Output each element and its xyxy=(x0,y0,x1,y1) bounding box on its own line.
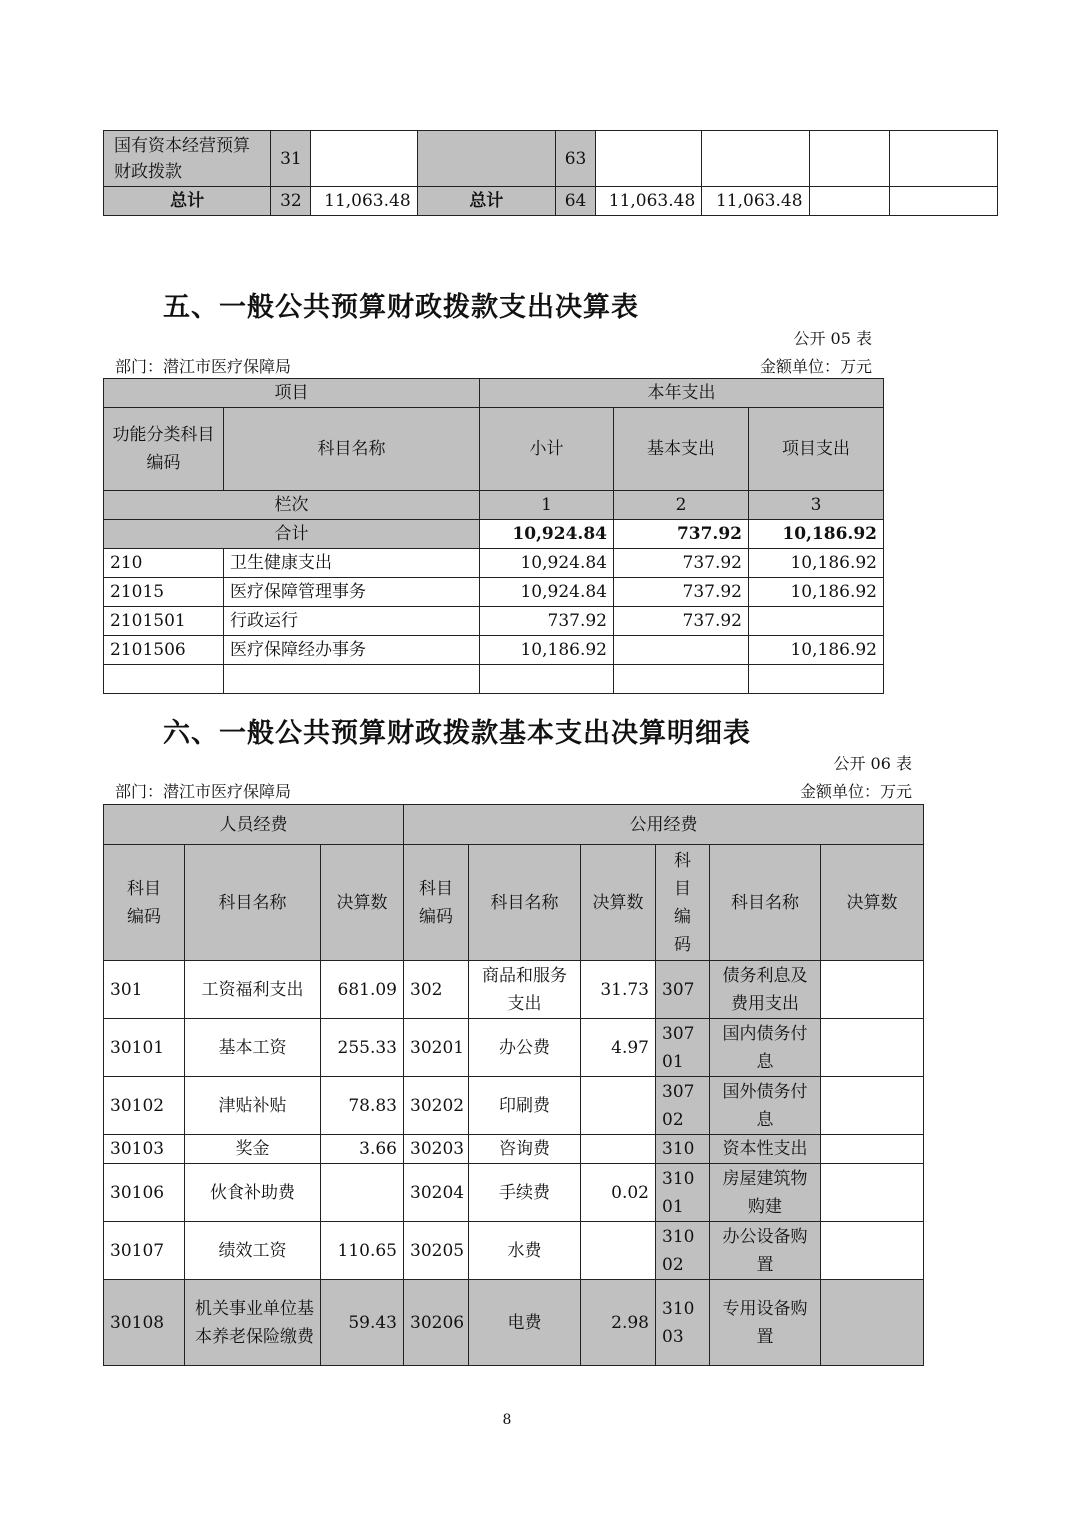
t5-h-year: 本年支出 xyxy=(480,379,884,408)
t6-h-amount2: 决算数 xyxy=(581,845,656,961)
t5-proj-cell: 10,186.92 xyxy=(749,549,884,578)
t5-code-cell: 21015 xyxy=(104,578,224,607)
t6-a3 xyxy=(821,1019,924,1077)
t5-total-sub: 10,924.84 xyxy=(480,520,614,549)
t6-h-personnel: 人员经费 xyxy=(104,805,404,845)
t6-a3 xyxy=(821,1222,924,1280)
t6-title: 六、一般公共预算财政拨款基本支出决算明细表 xyxy=(163,718,751,749)
t6-a1: 255.33 xyxy=(321,1019,404,1077)
t4-total-v4 xyxy=(889,187,997,216)
t6-h-code2: 科目编码 xyxy=(404,845,469,961)
t6-c1: 30102 xyxy=(104,1077,185,1135)
t6-n2: 办公费 xyxy=(469,1019,581,1077)
t4-total-v1: 11,063.48 xyxy=(596,187,702,216)
t6-n2: 商品和服务支出 xyxy=(469,961,581,1019)
t4-total-v2: 11,063.48 xyxy=(702,187,809,216)
t6-a2 xyxy=(581,1077,656,1135)
t6-n1: 工资福利支出 xyxy=(185,961,321,1019)
t6-n1: 津贴补贴 xyxy=(185,1077,321,1135)
t6-n1: 基本工资 xyxy=(185,1019,321,1077)
t6-n2: 咨询费 xyxy=(469,1135,581,1164)
page-number: 8 xyxy=(502,1412,512,1428)
t5-h-col: 栏次 xyxy=(104,491,480,520)
t5-h-project: 项目 xyxy=(104,379,480,408)
t6-c1: 30108 xyxy=(104,1280,185,1366)
t6-n1: 绩效工资 xyxy=(185,1222,321,1280)
t4-row1-right-no: 63 xyxy=(555,131,595,187)
table-row xyxy=(104,636,884,665)
t5-code-cell: 210 xyxy=(104,549,224,578)
t5-h-basic: 基本支出 xyxy=(614,408,749,491)
t6-a1: 3.66 xyxy=(321,1135,404,1164)
t6-c2: 30201 xyxy=(404,1019,469,1077)
t5-name-cell: 医疗保障管理事务 xyxy=(224,578,480,607)
t6-n3: 办公设备购置 xyxy=(710,1222,821,1280)
t6-a2: 2.98 xyxy=(581,1280,656,1366)
t6-h-name3: 科目名称 xyxy=(710,845,821,961)
t5-proj-cell xyxy=(749,607,884,636)
t6-n2: 电费 xyxy=(469,1280,581,1366)
t6-n2: 水费 xyxy=(469,1222,581,1280)
t4-row1-no: 31 xyxy=(271,131,311,187)
t6-c2: 30202 xyxy=(404,1077,469,1135)
table-row xyxy=(104,1019,924,1077)
table-row xyxy=(104,549,884,578)
t6-c1: 30107 xyxy=(104,1222,185,1280)
table-5 xyxy=(103,378,884,694)
t6-unit: 金额单位：万元 xyxy=(799,782,912,801)
t5-total-proj: 10,186.92 xyxy=(749,520,884,549)
t6-a3 xyxy=(821,1164,924,1222)
t5-name-cell: 卫生健康支出 xyxy=(224,549,480,578)
t6-a2 xyxy=(581,1135,656,1164)
t5-h-proj: 项目支出 xyxy=(749,408,884,491)
t6-h-amount3: 决算数 xyxy=(821,845,924,961)
t6-h-code1: 科目编码 xyxy=(104,845,185,961)
t6-c3: 31003 xyxy=(656,1280,710,1366)
t5-h-name: 科目名称 xyxy=(224,408,480,491)
t6-dept: 部门：潜江市医疗保障局 xyxy=(115,782,292,801)
t6-c3: 31001 xyxy=(656,1164,710,1222)
t6-c2: 30206 xyxy=(404,1280,469,1366)
t5-total-label: 合计 xyxy=(104,520,480,549)
t5-proj-cell: 10,186.92 xyxy=(749,578,884,607)
t6-c3: 30702 xyxy=(656,1077,710,1135)
table-row xyxy=(104,665,884,694)
t5-name-cell: 行政运行 xyxy=(224,607,480,636)
t6-a3 xyxy=(821,1280,924,1366)
t6-n3: 国外债务付息 xyxy=(710,1077,821,1135)
t4-total-right-label: 总计 xyxy=(417,187,555,216)
t6-a2: 4.97 xyxy=(581,1019,656,1077)
t5-basic-cell: 737.92 xyxy=(614,549,749,578)
t5-h-sub: 小计 xyxy=(480,408,614,491)
t6-n3: 债务利息及费用支出 xyxy=(710,961,821,1019)
t6-n3: 国内债务付息 xyxy=(710,1019,821,1077)
t5-sub-cell: 10,924.84 xyxy=(480,549,614,578)
t6-n1: 奖金 xyxy=(185,1135,321,1164)
t4-total-right-no: 64 xyxy=(555,187,595,216)
t5-title: 五、一般公共预算财政拨款支出决算表 xyxy=(163,292,639,323)
t5-sub-cell xyxy=(480,665,614,694)
t6-a1: 110.65 xyxy=(321,1222,404,1280)
table-row xyxy=(104,607,884,636)
t6-h-public: 公用经费 xyxy=(404,805,924,845)
table-6 xyxy=(103,804,924,1366)
t5-c2: 2 xyxy=(614,491,749,520)
table-row xyxy=(104,961,924,1019)
t5-c3: 3 xyxy=(749,491,884,520)
t4-total-v3 xyxy=(809,187,889,216)
t5-h-code: 功能分类科目编码 xyxy=(104,408,224,491)
t6-n3: 房屋建筑物购建 xyxy=(710,1164,821,1222)
t4-row1-v2 xyxy=(702,131,809,187)
t6-h-amount1: 决算数 xyxy=(321,845,404,961)
t5-code-cell xyxy=(104,665,224,694)
t6-h-code3: 科目编码 xyxy=(656,845,710,961)
t5-code-cell: 2101501 xyxy=(104,607,224,636)
t5-sub-cell: 10,924.84 xyxy=(480,578,614,607)
t5-dept: 部门：潜江市医疗保障局 xyxy=(115,357,292,376)
t6-c3: 310 xyxy=(656,1135,710,1164)
t6-n2: 手续费 xyxy=(469,1164,581,1222)
t6-c2: 30205 xyxy=(404,1222,469,1280)
t6-a1: 681.09 xyxy=(321,961,404,1019)
t6-c1: 30106 xyxy=(104,1164,185,1222)
t6-n3: 专用设备购置 xyxy=(710,1280,821,1366)
t5-sub-cell: 10,186.92 xyxy=(480,636,614,665)
t6-h-name2: 科目名称 xyxy=(469,845,581,961)
t6-c2: 30204 xyxy=(404,1164,469,1222)
t6-c1: 30101 xyxy=(104,1019,185,1077)
t6-n3: 资本性支出 xyxy=(710,1135,821,1164)
t6-code: 公开 06 表 xyxy=(833,754,912,773)
t4-row1-v1 xyxy=(596,131,702,187)
t5-name-cell: 医疗保障经办事务 xyxy=(224,636,480,665)
t6-c2: 30203 xyxy=(404,1135,469,1164)
t4-total-amt: 11,063.48 xyxy=(311,187,417,216)
t4-row1-label: 国有资本经营预算财政拨款 xyxy=(104,131,271,187)
t5-c1: 1 xyxy=(480,491,614,520)
t6-c1: 301 xyxy=(104,961,185,1019)
t5-sub-cell: 737.92 xyxy=(480,607,614,636)
t6-a2: 31.73 xyxy=(581,961,656,1019)
t4-row1-right-label xyxy=(417,131,555,187)
t4-row1-v4 xyxy=(889,131,997,187)
t6-c3: 307 xyxy=(656,961,710,1019)
t5-basic-cell xyxy=(614,665,749,694)
t5-basic-cell: 737.92 xyxy=(614,578,749,607)
t5-total-basic: 737.92 xyxy=(614,520,749,549)
t6-a3 xyxy=(821,1135,924,1164)
t4-row1-v3 xyxy=(809,131,889,187)
table-row xyxy=(104,1280,924,1366)
t6-c1: 30103 xyxy=(104,1135,185,1164)
t6-a2: 0.02 xyxy=(581,1164,656,1222)
t6-a2 xyxy=(581,1222,656,1280)
t4-total-label: 总计 xyxy=(104,187,271,216)
t4-row1-amt xyxy=(311,131,417,187)
t5-proj-cell xyxy=(749,665,884,694)
t5-basic-cell xyxy=(614,636,749,665)
t5-basic-cell: 737.92 xyxy=(614,607,749,636)
table-row xyxy=(104,1222,924,1280)
table-row xyxy=(104,1135,924,1164)
t5-code: 公开 05 表 xyxy=(793,329,872,348)
table-row xyxy=(104,578,884,607)
t6-h-name1: 科目名称 xyxy=(185,845,321,961)
table-row xyxy=(104,1164,924,1222)
t6-c3: 31002 xyxy=(656,1222,710,1280)
t6-a1 xyxy=(321,1164,404,1222)
t6-n2: 印刷费 xyxy=(469,1077,581,1135)
table-row xyxy=(104,1077,924,1135)
table-4-tail xyxy=(103,130,998,216)
t5-code-cell: 2101506 xyxy=(104,636,224,665)
t5-unit: 金额单位：万元 xyxy=(759,357,872,376)
t6-n1: 机关事业单位基本养老保险缴费 xyxy=(185,1280,321,1366)
t6-a1: 59.43 xyxy=(321,1280,404,1366)
t5-proj-cell: 10,186.92 xyxy=(749,636,884,665)
t6-a1: 78.83 xyxy=(321,1077,404,1135)
t6-n1: 伙食补助费 xyxy=(185,1164,321,1222)
t6-c2: 302 xyxy=(404,961,469,1019)
t6-a3 xyxy=(821,1077,924,1135)
t6-a3 xyxy=(821,961,924,1019)
t4-total-no: 32 xyxy=(271,187,311,216)
t5-name-cell xyxy=(224,665,480,694)
t6-c3: 30701 xyxy=(656,1019,710,1077)
